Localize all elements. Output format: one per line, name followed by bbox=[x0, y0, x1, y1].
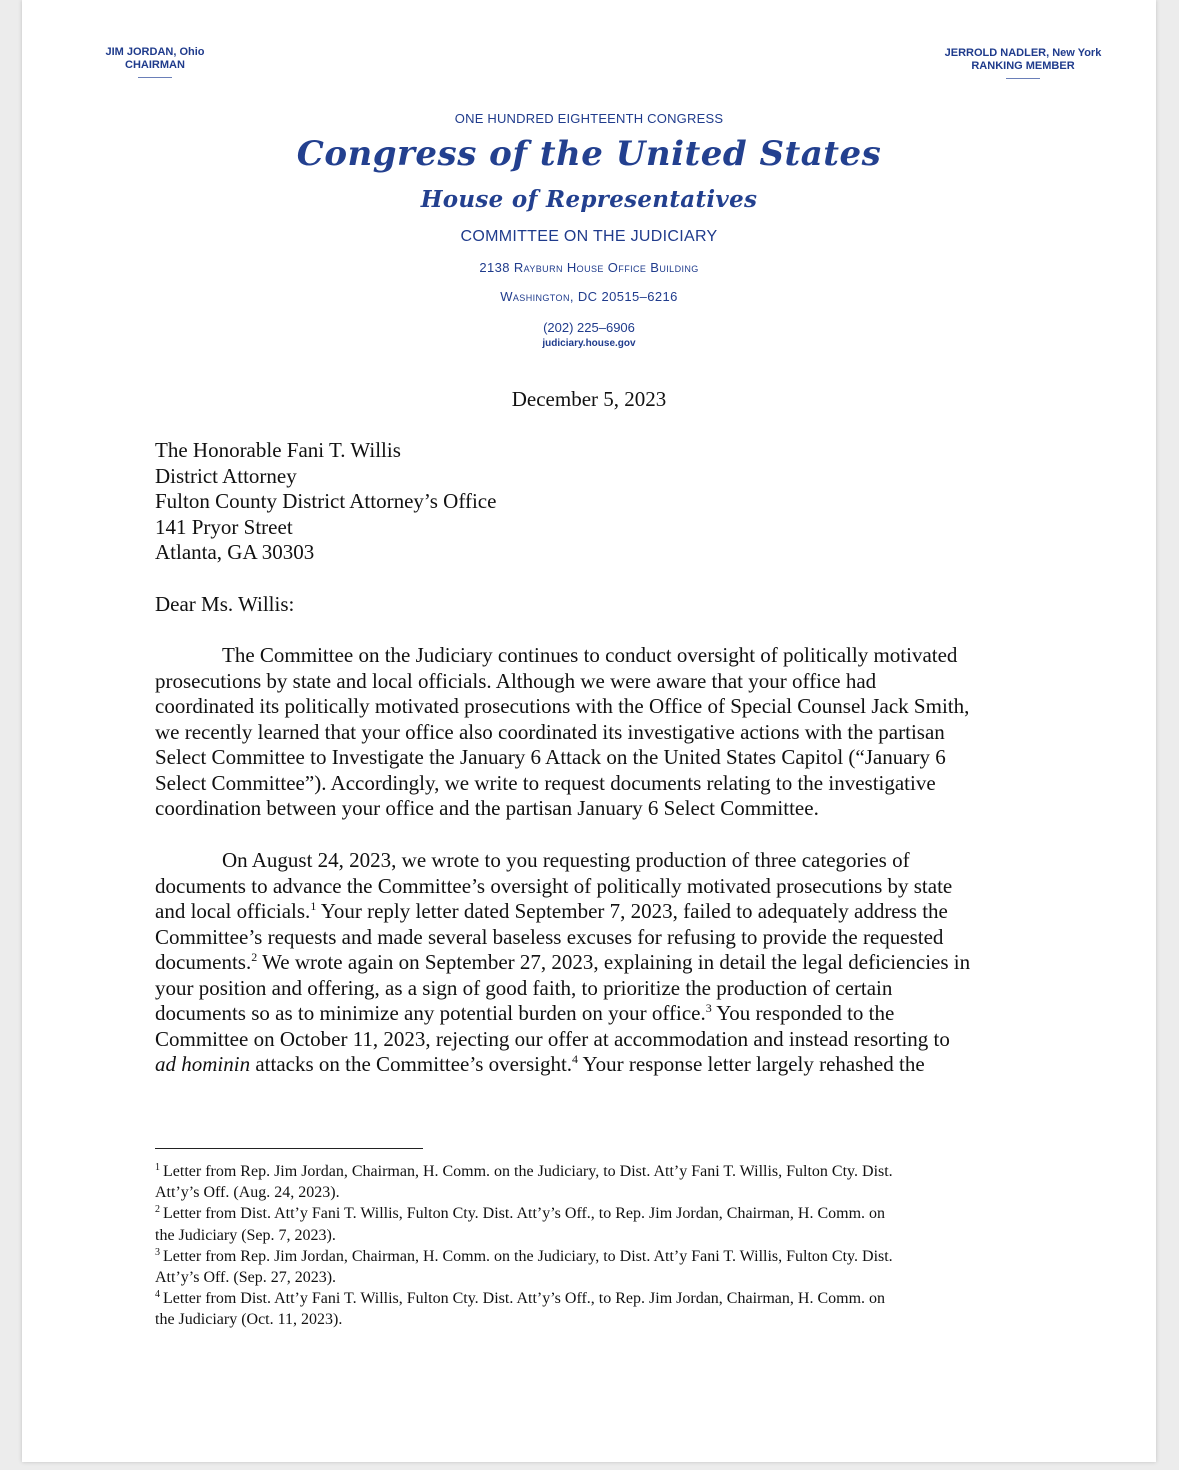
addressee-line: 141 Pryor Street bbox=[155, 514, 293, 539]
office-phone: (202) 225–6906 bbox=[543, 320, 635, 335]
house-title: House of Representatives bbox=[420, 186, 758, 213]
text-segment: You responded to the bbox=[711, 1001, 895, 1025]
footnote-text: Letter from Dist. Att’y Fani T. Willis, Fulton Cty. Dist. Att’y’s Off., to Rep. Jim Jordan, Chairman, H. Comm. on bbox=[163, 1205, 886, 1223]
footnote-ref-1[interactable]: 1 bbox=[310, 899, 317, 913]
paragraph-2 bbox=[155, 848, 1035, 1078]
paragraph-line: documents to advance the Committee’s oversight of politically motivated prosecutions by state bbox=[155, 873, 953, 898]
footnote-text: Letter from Dist. Att’y Fani T. Willis, Fulton Cty. Dist. Att’y’s Off., to Rep. Jim Jordan, Chairman, H. Comm. on bbox=[163, 1290, 886, 1308]
text-segment: We wrote again on September 27, 2023, explaining in detail the legal deficiencies in bbox=[257, 950, 971, 974]
footnote-number: 2 bbox=[155, 1204, 160, 1216]
text-segment: attacks on the Committee’s oversight. bbox=[250, 1052, 573, 1076]
paragraph-line: Select Committee”). Accordingly, we write to request documents relating to the investigative bbox=[155, 770, 936, 795]
text-segment: Your response letter largely rehashed the bbox=[578, 1052, 925, 1076]
footnote-4 bbox=[155, 1288, 1035, 1309]
committee-name: COMMITTEE ON THE JUDICIARY bbox=[460, 228, 718, 245]
addressee-line: The Honorable Fani T. Willis bbox=[155, 438, 401, 462]
paragraph-line: we recently learned that your office also coordinated its investigative actions with the partisan bbox=[155, 719, 945, 744]
office-building: 2138 Rayburn House Office Building bbox=[479, 260, 699, 275]
footnote-number: 4 bbox=[155, 1289, 160, 1301]
ranking-member-rule bbox=[1006, 78, 1040, 79]
footnote-ref-2[interactable]: 2 bbox=[251, 950, 258, 964]
paragraph-line: your position and offering, as a sign of good faith, to prioritize the production of certain bbox=[155, 975, 893, 1000]
text-segment: documents. bbox=[155, 950, 252, 974]
footnote-1 bbox=[155, 1161, 1035, 1182]
footnote-1-cont: Att’y’s Off. (Aug. 24, 2023). bbox=[155, 1184, 340, 1202]
footnotes bbox=[155, 1161, 1035, 1331]
congress-number: ONE HUNDRED EIGHTEENTH CONGRESS bbox=[454, 111, 724, 126]
footnote-text: Letter from Rep. Jim Jordan, Chairman, H. Comm. on the Judiciary, to Dist. Att’y Fani T. Willis, Fulton Cty. Dist. bbox=[163, 1247, 893, 1265]
footnote-4-cont: the Judiciary (Oct. 11, 2023). bbox=[155, 1311, 343, 1329]
text-segment: and local officials. bbox=[155, 899, 311, 923]
letter-date: December 5, 2023 bbox=[511, 387, 667, 411]
footnote-ref-4[interactable]: 4 bbox=[572, 1052, 579, 1066]
paragraph-line bbox=[155, 950, 1035, 976]
footnote-number: 3 bbox=[155, 1246, 160, 1258]
footnote-3-cont: Att’y’s Off. (Sep. 27, 2023). bbox=[155, 1269, 337, 1287]
paragraph-line bbox=[155, 899, 1035, 925]
paragraph-line: prosecutions by state and local officials. Although we were aware that your office had bbox=[155, 668, 877, 693]
paragraph-line: On August 24, 2023, we wrote to you requesting production of three categories of bbox=[222, 848, 910, 872]
addressee-line: Atlanta, GA 30303 bbox=[155, 540, 315, 564]
letter-page bbox=[22, 0, 1156, 1462]
chairman-title: CHAIRMAN bbox=[125, 59, 185, 71]
paragraph-1 bbox=[155, 643, 1035, 822]
italic-phrase: ad hominin bbox=[155, 1052, 251, 1076]
paragraph-line bbox=[155, 1052, 1035, 1078]
footnote-number: 1 bbox=[155, 1162, 160, 1173]
chairman-name: JIM JORDAN, Ohio bbox=[105, 46, 205, 58]
committee-website: judiciary.house.gov bbox=[542, 338, 636, 349]
paragraph-line: Select Committee to Investigate the January 6 Attack on the United States Capitol (“January 6 bbox=[155, 745, 946, 769]
chairman-block bbox=[80, 46, 230, 78]
addressee-line: Fulton County District Attorney’s Office bbox=[155, 489, 497, 513]
paragraph-line: Committee on October 11, 2023, rejecting our offer at accommodation and instead resorting to bbox=[155, 1026, 950, 1051]
salutation: Dear Ms. Willis: bbox=[155, 592, 295, 616]
ranking-member-title: RANKING MEMBER bbox=[971, 60, 1075, 72]
addressee-line: District Attorney bbox=[155, 463, 297, 488]
footnote-text: Letter from Rep. Jim Jordan, Chairman, H. Comm. on the Judiciary, to Dist. Att’y Fani T. Willis, Fulton Cty. Dist. bbox=[163, 1163, 893, 1180]
addressee-block bbox=[155, 438, 1035, 566]
ranking-member-name: JERROLD NADLER, New York bbox=[944, 47, 1102, 59]
footnote-2-cont: the Judiciary (Sep. 7, 2023). bbox=[155, 1226, 336, 1244]
text-segment: documents so as to minimize any potential burden on your office. bbox=[155, 1001, 706, 1025]
ranking-member-block bbox=[938, 47, 1108, 79]
chairman-rule bbox=[138, 77, 172, 78]
paragraph-line: coordinated its politically motivated prosecutions with the Office of Special Counsel Jack Smith, bbox=[155, 694, 970, 718]
paragraph-line: The Committee on the Judiciary continues to conduct oversight of politically motivated bbox=[222, 643, 958, 667]
paragraph-line: Committee’s requests and made several baseless excuses for refusing to provide the requested bbox=[155, 924, 944, 949]
footnote-2 bbox=[155, 1203, 1035, 1224]
congress-title: Congress of the United States bbox=[296, 134, 882, 174]
paragraph-line: coordination between your office and the partisan January 6 Select Committee. bbox=[155, 796, 819, 820]
footnote-divider bbox=[155, 1148, 423, 1149]
text-segment: Your reply letter dated September 7, 2023, failed to adequately address the bbox=[316, 899, 948, 923]
paragraph-line bbox=[155, 1001, 1035, 1027]
footnote-3 bbox=[155, 1246, 1035, 1267]
office-city: Washington, DC 20515–6216 bbox=[500, 289, 678, 304]
footnote-ref-3[interactable]: 3 bbox=[705, 1001, 712, 1015]
